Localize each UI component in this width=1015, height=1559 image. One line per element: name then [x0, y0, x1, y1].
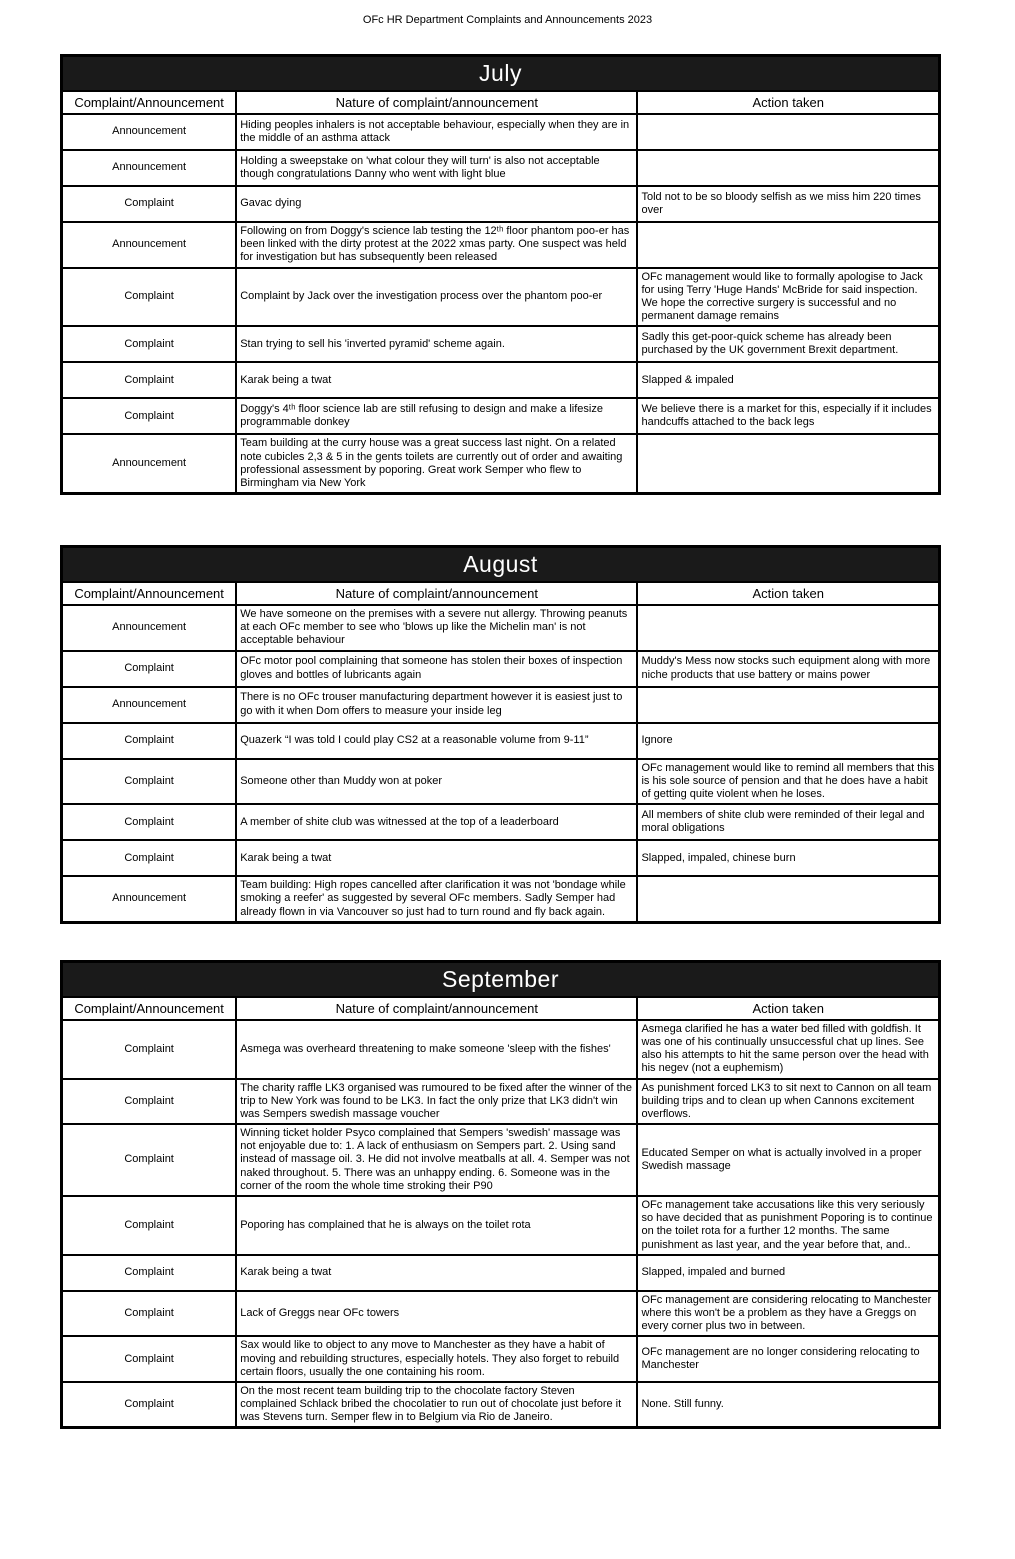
nature-cell: Karak being a twat [236, 840, 637, 876]
type-cell: Announcement [62, 150, 237, 186]
table-row [62, 876, 940, 922]
nature-cell: Doggy's 4ᵗʰ floor science lab are still refusing to design and make a lifesize programmable donkey [236, 398, 637, 434]
type-cell: Complaint [62, 651, 237, 687]
table-row [62, 1382, 940, 1428]
month-title: August [62, 547, 940, 583]
action-cell: OFc management are no longer considering relocating to Manchester [637, 1336, 939, 1382]
month-table-august [60, 545, 941, 924]
nature-cell: Gavac dying [236, 186, 637, 222]
action-cell [637, 222, 939, 268]
action-cell [637, 434, 939, 493]
month-table-july [60, 54, 941, 495]
table-body [62, 1020, 940, 1428]
type-cell: Complaint [62, 723, 237, 759]
table-row [62, 1079, 940, 1125]
month-title: September [62, 961, 940, 997]
action-cell: Asmega clarified he has a water bed filled with goldfish. It was one of his continually unsuccessful chat up lines. See also his attempts to hit the same person over the head with his negev (not a euphemism) [637, 1020, 939, 1079]
nature-cell: Hiding peoples inhalers is not acceptable behaviour, especially when they are in the middle of an asthma attack [236, 114, 637, 150]
type-cell: Complaint [62, 1124, 237, 1196]
type-cell: Announcement [62, 605, 237, 651]
column-header-action: Action taken [637, 91, 939, 114]
type-cell: Announcement [62, 114, 237, 150]
nature-cell: OFc motor pool complaining that someone has stolen their boxes of inspection gloves and bottles of lubricants again [236, 651, 637, 687]
nature-cell: Karak being a twat [236, 362, 637, 398]
table-row [62, 605, 940, 651]
type-cell: Complaint [62, 1255, 237, 1291]
nature-cell: Stan trying to sell his 'inverted pyramid' scheme again. [236, 326, 637, 362]
action-cell: Educated Semper on what is actually involved in a proper Swedish massage [637, 1124, 939, 1196]
type-cell: Complaint [62, 804, 237, 840]
action-cell: As punishment forced LK3 to sit next to Cannon on all team building trips and to clean up when Cannons excitement overflows. [637, 1079, 939, 1125]
column-header-row [62, 91, 940, 114]
table-row [62, 150, 940, 186]
column-header-type: Complaint/Announcement [62, 582, 237, 605]
action-cell: Sadly this get-poor-quick scheme has already been purchased by the UK government Brexit department. [637, 326, 939, 362]
nature-cell: Karak being a twat [236, 1255, 637, 1291]
action-cell: All members of shite club were reminded of their legal and moral obligations [637, 804, 939, 840]
nature-cell: Complaint by Jack over the investigation process over the phantom poo-er [236, 268, 637, 327]
type-cell: Complaint [62, 1336, 237, 1382]
column-header-nature: Nature of complaint/announcement [236, 91, 637, 114]
page-title: OFc HR Department Complaints and Announcements 2023 [362, 14, 653, 26]
nature-cell: On the most recent team building trip to the chocolate factory Steven complained Schlack bribed the chocolatier to run out of chocolate just before it was Stevens turn. Semper flew in to Belgium via Rio de Janeiro. [236, 1382, 637, 1428]
action-cell: OFc management would like to formally apologise to Jack for using Terry 'Huge Hands' McBride for said inspection. We hope the corrective surgery is successful and no permanent damage remains [637, 268, 939, 327]
column-header-action: Action taken [637, 997, 939, 1020]
type-cell: Complaint [62, 759, 237, 805]
table-row [62, 804, 940, 840]
tables-root [0, 54, 1015, 1429]
type-cell: Complaint [62, 1196, 237, 1255]
table-row [62, 723, 940, 759]
table-row [62, 1255, 940, 1291]
month-band-row [62, 961, 940, 997]
table-row [62, 1336, 940, 1382]
table-row [62, 1124, 940, 1196]
type-cell: Announcement [62, 434, 237, 493]
column-header-row [62, 997, 940, 1020]
month-table-september [60, 960, 941, 1430]
table-row [62, 398, 940, 434]
column-header-action: Action taken [637, 582, 939, 605]
action-cell: None. Still funny. [637, 1382, 939, 1428]
nature-cell: Following on from Doggy's science lab testing the 12ᵗʰ floor phantom poo-er has been linked with the dirty protest at the 2022 xmas party. One suspect was held for investigation but has subsequently been released [236, 222, 637, 268]
nature-cell: A member of shite club was witnessed at the top of a leaderboard [236, 804, 637, 840]
table-row [62, 1020, 940, 1079]
table-row [62, 434, 940, 493]
month-band-row [62, 547, 940, 583]
column-header-type: Complaint/Announcement [62, 91, 237, 114]
nature-cell: There is no OFc trouser manufacturing department however it is easiest just to go with it when Dom offers to measure your inside leg [236, 687, 637, 723]
nature-cell: Sax would like to object to any move to Manchester as they have a habit of moving and rebuilding structures, especially hotels. They also forget to rebuild certain floors, usually the one containing his room. [236, 1336, 637, 1382]
nature-cell: Poporing has complained that he is always on the toilet rota [236, 1196, 637, 1255]
nature-cell: Team building at the curry house was a great success last night. On a related note cubicles 2,3 & 5 in the gents toilets are currently out of order and awaiting professional assessment by poporing. Great work Semper who flew to Birmingham via New York [236, 434, 637, 493]
action-cell: OFc management are considering relocating to Manchester where this won't be a problem as they have a Greggs on every corner plus two in between. [637, 1291, 939, 1337]
action-cell [637, 150, 939, 186]
type-cell: Announcement [62, 687, 237, 723]
action-cell: OFc management take accusations like this very seriously so have decided that as punishment Poporing is to continue on the toilet rota for a further 12 months. The same punishment as last year, and the year before that, and.. [637, 1196, 939, 1255]
nature-cell: Lack of Greggs near OFc towers [236, 1291, 637, 1337]
table-row [62, 651, 940, 687]
column-header-nature: Nature of complaint/announcement [236, 997, 637, 1020]
type-cell: Complaint [62, 1079, 237, 1125]
month-band-row [62, 56, 940, 92]
nature-cell: The charity raffle LK3 organised was rumoured to be fixed after the winner of the trip to New York was found to be LK3. In fact the only prize that LK3 didn't win was Sempers swedish massage voucher [236, 1079, 637, 1125]
table-row [62, 840, 940, 876]
type-cell: Complaint [62, 1020, 237, 1079]
nature-cell: Quazerk “I was told I could play CS2 at a reasonable volume from 9-11” [236, 723, 637, 759]
table-row [62, 759, 940, 805]
action-cell: OFc management would like to remind all members that this is his sole source of pension and that he does have a habit of getting quite violent when he loses. [637, 759, 939, 805]
table-row [62, 114, 940, 150]
column-header-type: Complaint/Announcement [62, 997, 237, 1020]
month-title: July [62, 56, 940, 92]
action-cell: We believe there is a market for this, especially if it includes handcuffs attached to the back legs [637, 398, 939, 434]
table-row [62, 687, 940, 723]
column-header-nature: Nature of complaint/announcement [236, 582, 637, 605]
nature-cell: Asmega was overheard threatening to make someone 'sleep with the fishes' [236, 1020, 637, 1079]
table-body [62, 114, 940, 494]
table-row [62, 1196, 940, 1255]
table-row [62, 1291, 940, 1337]
action-cell [637, 876, 939, 922]
type-cell: Announcement [62, 222, 237, 268]
action-cell: Muddy's Mess now stocks such equipment along with more niche products that use battery or mains power [637, 651, 939, 687]
table-body [62, 605, 940, 922]
nature-cell: Holding a sweepstake on 'what colour they will turn' is also not acceptable though congratulations Danny who went with light blue [236, 150, 637, 186]
table-row [62, 222, 940, 268]
action-cell: Slapped, impaled and burned [637, 1255, 939, 1291]
nature-cell: Winning ticket holder Psyco complained that Sempers 'swedish' massage was not enjoyable due to: 1. A lack of enthusiasm on Sempers part. 2. Using sand instead of massage oil. 3. He did not involve meatballs at all. 4. Semper was not naked throughout. 5. There was an unhappy ending. 6. Someone was in the corner of the room the whole time stroking their P90 [236, 1124, 637, 1196]
type-cell: Complaint [62, 840, 237, 876]
action-cell [637, 605, 939, 651]
action-cell [637, 687, 939, 723]
type-cell: Complaint [62, 186, 237, 222]
type-cell: Complaint [62, 268, 237, 327]
action-cell: Ignore [637, 723, 939, 759]
type-cell: Complaint [62, 1382, 237, 1428]
type-cell: Complaint [62, 398, 237, 434]
nature-cell: Someone other than Muddy won at poker [236, 759, 637, 805]
nature-cell: We have someone on the premises with a severe nut allergy. Throwing peanuts at each OFc member to see who 'blows up like the Michelin man' is not acceptable behaviour [236, 605, 637, 651]
table-row [62, 326, 940, 362]
action-cell: Slapped & impaled [637, 362, 939, 398]
table-row [62, 362, 940, 398]
table-row [62, 268, 940, 327]
nature-cell: Team building: High ropes cancelled after clarification it was not 'bondage while smoking a reefer' as suggested by several OFc members. Sadly Semper had already flown in via Vancouver so just had to turn round and fly back again. [236, 876, 637, 922]
column-header-row [62, 582, 940, 605]
type-cell: Complaint [62, 1291, 237, 1337]
table-row [62, 186, 940, 222]
action-cell [637, 114, 939, 150]
type-cell: Complaint [62, 326, 237, 362]
type-cell: Announcement [62, 876, 237, 922]
action-cell: Slapped, impaled, chinese burn [637, 840, 939, 876]
type-cell: Complaint [62, 362, 237, 398]
action-cell: Told not to be so bloody selfish as we miss him 220 times over [637, 186, 939, 222]
